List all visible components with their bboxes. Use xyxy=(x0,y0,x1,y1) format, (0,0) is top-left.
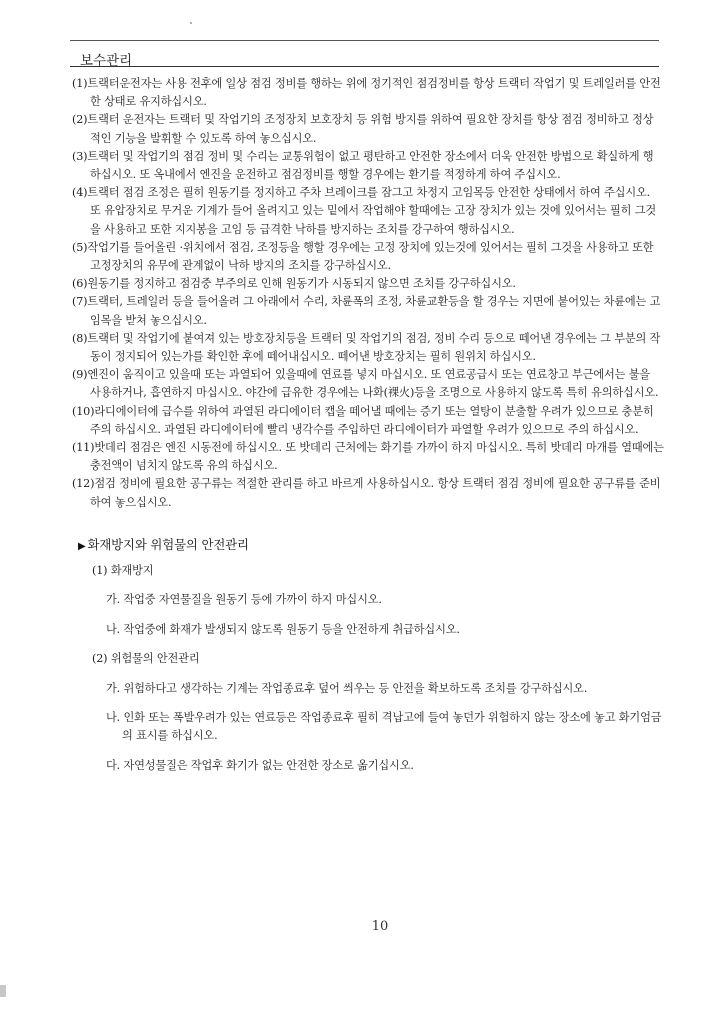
item-number: (6) xyxy=(72,277,88,291)
list-item xyxy=(72,275,664,293)
list-item xyxy=(72,75,664,111)
item-text: 작업중 자연물질을 원동기 등에 가까이 하지 마십시오. xyxy=(123,593,382,607)
scan-edge-mark xyxy=(0,985,6,997)
subsection-title: 위험물의 안전관리 xyxy=(110,652,200,666)
subsection-heading xyxy=(92,562,664,580)
item-text: 인화 또는 폭발우려가 있는 연료등은 작업종료후 필히 격납고에 들여 놓던가 위험하지 않는 장소에 놓고 화기엄금의 표시를 하십시오. xyxy=(122,711,662,743)
item-text: 밧데리 점검은 엔진 시동전에 하십시오. 또 밧데리 근처에는 화기를 가까이 하지 마십시오. 특히 밧데리 마개를 열때에는 충전액이 넘치지 않도록 유의 하십시오. xyxy=(90,441,664,473)
subsection-heading xyxy=(92,650,664,668)
item-text: 엔진이 움직이고 있을때 또는 과열되어 있을때에 연료를 넣지 마십시오. 또 연료공급시 또는 연료창고 부근에서는 불을 사용하거나, 흡연하지 마십시오. 야간에 급유한 경우에는 나화(裸火)등을 조명으로 사용하지 않도록 특히 유의하십시오. xyxy=(87,368,659,400)
subsection-title: 화재방지 xyxy=(110,564,154,578)
list-item xyxy=(72,184,664,239)
page-number: 10 xyxy=(371,919,389,934)
item-number: 나. xyxy=(106,711,121,725)
section-title xyxy=(78,536,664,556)
item-text: 라디에이터에 급수를 위하여 과열된 라디에이터 캡을 떼어낼 때에는 증기 또는 열탕이 분출할 우려가 있으므로 충분히 주의 하십시오. 과열된 라디에이터에 빨리 냉각수를 주입하던 라디에이터가 파열할 우려가 있으므로 주의 하십시오. xyxy=(90,404,654,436)
list-item xyxy=(72,148,664,184)
list-item xyxy=(106,680,664,698)
list-item xyxy=(106,591,664,609)
item-number: (8) xyxy=(72,331,88,345)
item-text: 트랙터 운전자는 트랙터 및 작업기의 조정장치 보호장치 등 위험 방지를 위하여 필요한 장치를 항상 점검 정비하고 정상적인 기능을 발휘할 수 있도록 하여 놓으십시오. xyxy=(87,113,654,145)
list-item xyxy=(72,239,664,275)
item-text: 트랙터운전자는 사용 전후에 일상 점검 정비를 행하는 위에 정기적인 점검정비를 항상 트랙터 작업기 및 트레일러를 안전한 상태로 유지하십시오. xyxy=(87,77,661,109)
item-number: 나. xyxy=(106,622,121,636)
item-text: 트랙터, 트레일러 등을 들어올려 그 아래에서 수리, 차륜폭의 조정, 차륜교환등을 할 경우는 지면에 붙어있는 차륜에는 고임목을 받쳐 놓으십시오. xyxy=(87,295,661,327)
item-text: 위험하다고 생각하는 기계는 작업종료후 덮어 씌우는 등 안전을 확보하도록 조치를 강구하십시오. xyxy=(123,681,588,695)
item-number: (3) xyxy=(72,149,88,163)
item-number: (7) xyxy=(72,295,88,309)
item-number: (11) xyxy=(72,441,95,455)
item-number: 가. xyxy=(106,593,121,607)
triangle-arrow-icon: ▶ xyxy=(78,540,86,552)
header-rule xyxy=(70,66,659,67)
scan-speck xyxy=(190,22,192,24)
item-text: 작업중에 화재가 발생되지 않도록 원동기 등을 안전하게 취급하십시오. xyxy=(123,622,460,636)
item-number: (1) xyxy=(72,77,88,90)
item-number: (10) xyxy=(72,404,95,418)
item-number: 다. xyxy=(106,758,121,772)
page-header: 보수관리 xyxy=(80,53,133,69)
list-item xyxy=(72,111,664,147)
item-text: 작업기를 들어올린 ·위치에서 점검, 조정등을 행할 경우에는 고정 장치에 있는것에 있어서는 필히 그것을 사용하고 또한 고정장치의 유무에 관계없이 낙하 방지의 조치를 강구하십시오. xyxy=(87,240,654,273)
list-item xyxy=(72,439,664,475)
list-item xyxy=(106,621,664,639)
item-text: 점검 정비에 필요한 공구류는 적절한 관리를 하고 바르게 사용하십시오. 항상 트랙터 점검 정비에 필요한 공구류를 준비하여 놓으십시오. xyxy=(90,477,661,509)
top-rule xyxy=(70,40,659,41)
item-text: 원동기를 정지하고 점검중 부주의로 인해 원동기가 시동되지 않으면 조치를 강구하십시오. xyxy=(87,277,516,291)
page-content xyxy=(72,75,664,786)
item-text: 트랙터 점검 조정은 필히 원동기를 정지하고 주차 브레이크를 잠그고 차정지 고임목등 안전한 상태에서 하여 주십시오. 또 유압장치로 무거운 기계가 들어 올려지고 있는 밑에서 작업해야 할때에는 고장 장치가 있는 것에 있어서는 필히 그것을 사용하고 또한 지지봉을 고임 등 급격한 낙하를 방지하는 조치를 강구하여 행하십시오. xyxy=(87,186,657,236)
item-number: (9) xyxy=(72,368,88,382)
item-number: (4) xyxy=(72,186,88,200)
list-item xyxy=(72,293,664,329)
list-item xyxy=(72,330,664,366)
item-number: (2) xyxy=(72,113,88,127)
list-item xyxy=(72,366,664,402)
item-text: 트랙터 및 작업기의 점검 정비 및 수리는 교통위험이 없고 평탄하고 안전한 장소에서 더욱 안전한 방법으로 확실하게 행하십시오. 또 옥내에서 엔진을 운전하고 점검정비를 행할 경우에는 환기를 적정하게 하여 주십시오. xyxy=(87,149,654,182)
subsection-number: (1) xyxy=(92,564,108,578)
item-number: (5) xyxy=(72,240,88,254)
list-item xyxy=(72,403,664,439)
list-item xyxy=(72,475,664,511)
list-item xyxy=(106,709,664,745)
item-text: 자연성물질은 작업후 화기가 없는 안전한 장소로 옮기십시오. xyxy=(123,758,414,772)
item-text: 트랙터 및 작업기에 붙여져 있는 방호장치등을 트랙터 및 작업기의 점검, 정비 수리 등으로 떼어낸 경우에는 그 부분의 작동이 정지되어 있는가를 확인한 후에 떼어내십시오. 떼어낸 방호장치는 필히 원위치 하십시오. xyxy=(87,331,661,364)
item-number: 가. xyxy=(106,681,121,695)
section-title-text: 화재방지와 위험물의 안전관리 xyxy=(87,536,249,552)
item-number: (12) xyxy=(72,477,95,491)
list-item xyxy=(106,757,664,775)
subsection-number: (2) xyxy=(92,652,108,666)
